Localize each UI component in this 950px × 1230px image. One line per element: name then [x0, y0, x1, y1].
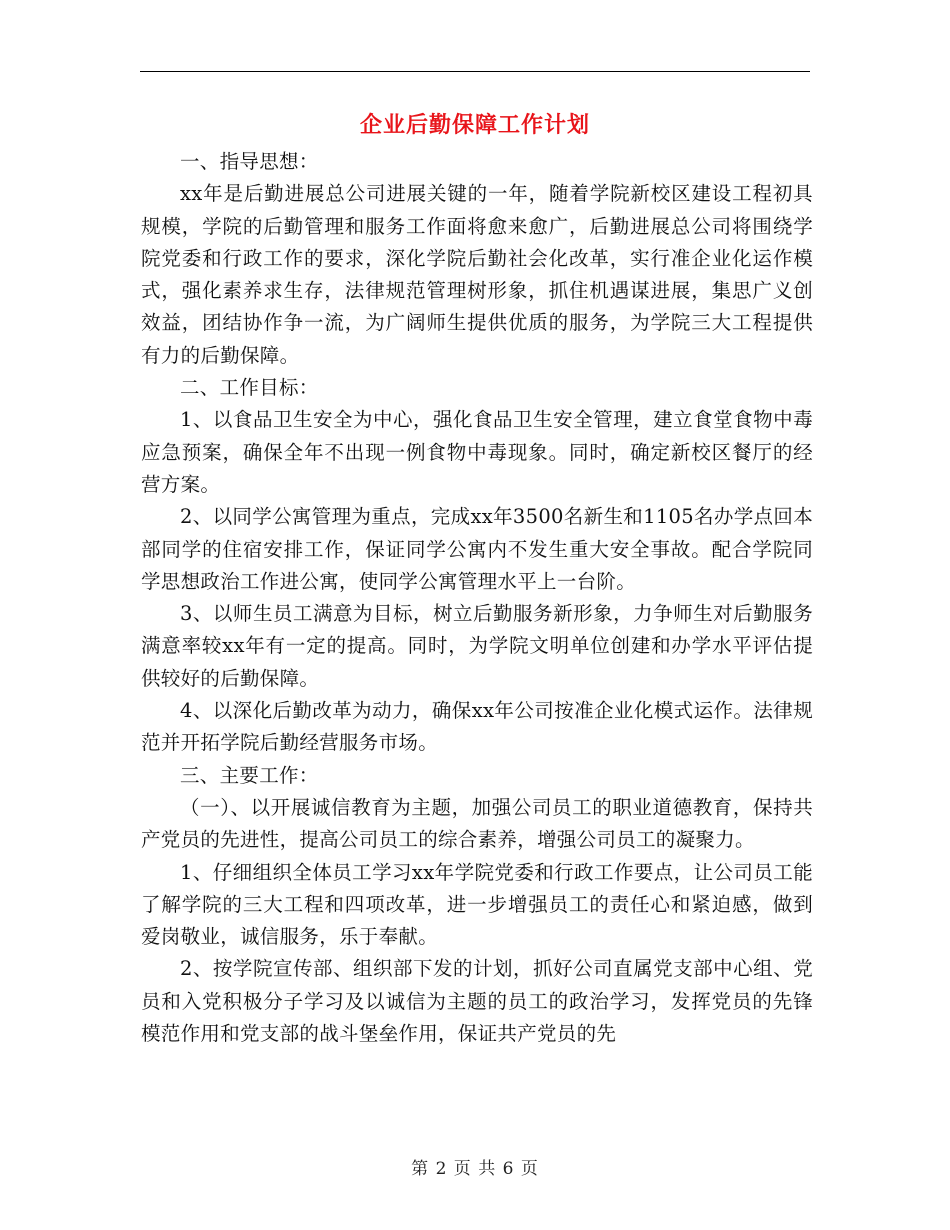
paragraph-main-work-1-item-1: 1、仔细组织全体员工学习xx年学院党委和行政工作要点，让公司员工能了解学院的三大工程和四项改革，进一步增强员工的责任心和紧迫感，做到爱岗敬业，诚信服务，乐于奉献。 — [141, 860, 813, 949]
paragraph-main-work-1: （一）、以开展诚信教育为主题，加强公司员工的职业道德教育，保持共产党员的先进性，提高公司员工的综合素养，增强公司员工的凝聚力。 — [141, 795, 813, 852]
paragraph-main-work-1-item-2: 2、按学院宣传部、组织部下发的计划，抓好公司直属党支部中心组、党员和入党积极分子学习及以诚信为主题的员工的政治学习，发挥党员的先锋模范作用和党支部的战斗堡垒作用，保证共产党员的先 — [141, 957, 813, 1046]
paragraph-guiding-ideology: xx年是后勤进展总公司进展关键的一年，随着学院新校区建设工程初具规模，学院的后勤管理和服务工作面将愈来愈广，后勤进展总公司将围绕学院党委和行政工作的要求，深化学院后勤社会化改革，实行准企业化运作模式，强化素养求生存，法律规范管理树形象，抓住机遇谋进展，集思广义创效益，团结协作争一流，为广阔师生提供优质的服务，为学院三大工程提供有力的后勤保障。 — [141, 182, 813, 367]
section-heading-work-goals: 二、工作目标： — [180, 376, 319, 400]
section-heading-main-work: 三、主要工作： — [180, 763, 319, 787]
document-title: 企业后勤保障工作计划 — [359, 113, 590, 138]
document-body — [141, 146, 813, 1050]
section-heading-guiding-ideology: 一、指导思想： — [180, 150, 319, 173]
page-number: 第 2 页 共 6 页 — [411, 1159, 539, 1179]
paragraph-goal-4: 4、以深化后勤改革为动力，确保xx年公司按准企业化模式运作。法律规范并开拓学院后勤经营服务市场。 — [141, 699, 813, 755]
header-rule — [140, 71, 810, 72]
paragraph-goal-3: 3、以师生员工满意为目标，树立后勤服务新形象，力争师生对后勤服务满意率较xx年有一定的提高。同时，为学院文明单位创建和办学水平评估提供较好的后勤保障。 — [141, 602, 813, 690]
paragraph-goal-2: 2、以同学公寓管理为重点，完成xx年3500名新生和1105名办学点回本部同学的住宿安排工作，保证同学公寓内不发生重大安全事故。配合学院同学思想政治工作进公寓，使同学公寓管理水平上一台阶。 — [141, 505, 813, 593]
paragraph-goal-1: 1、以食品卫生安全为中心，强化食品卫生安全管理，建立食堂食物中毒应急预案，确保全年不出现一例食物中毒现象。同时，确定新校区餐厅的经营方案。 — [141, 408, 813, 496]
